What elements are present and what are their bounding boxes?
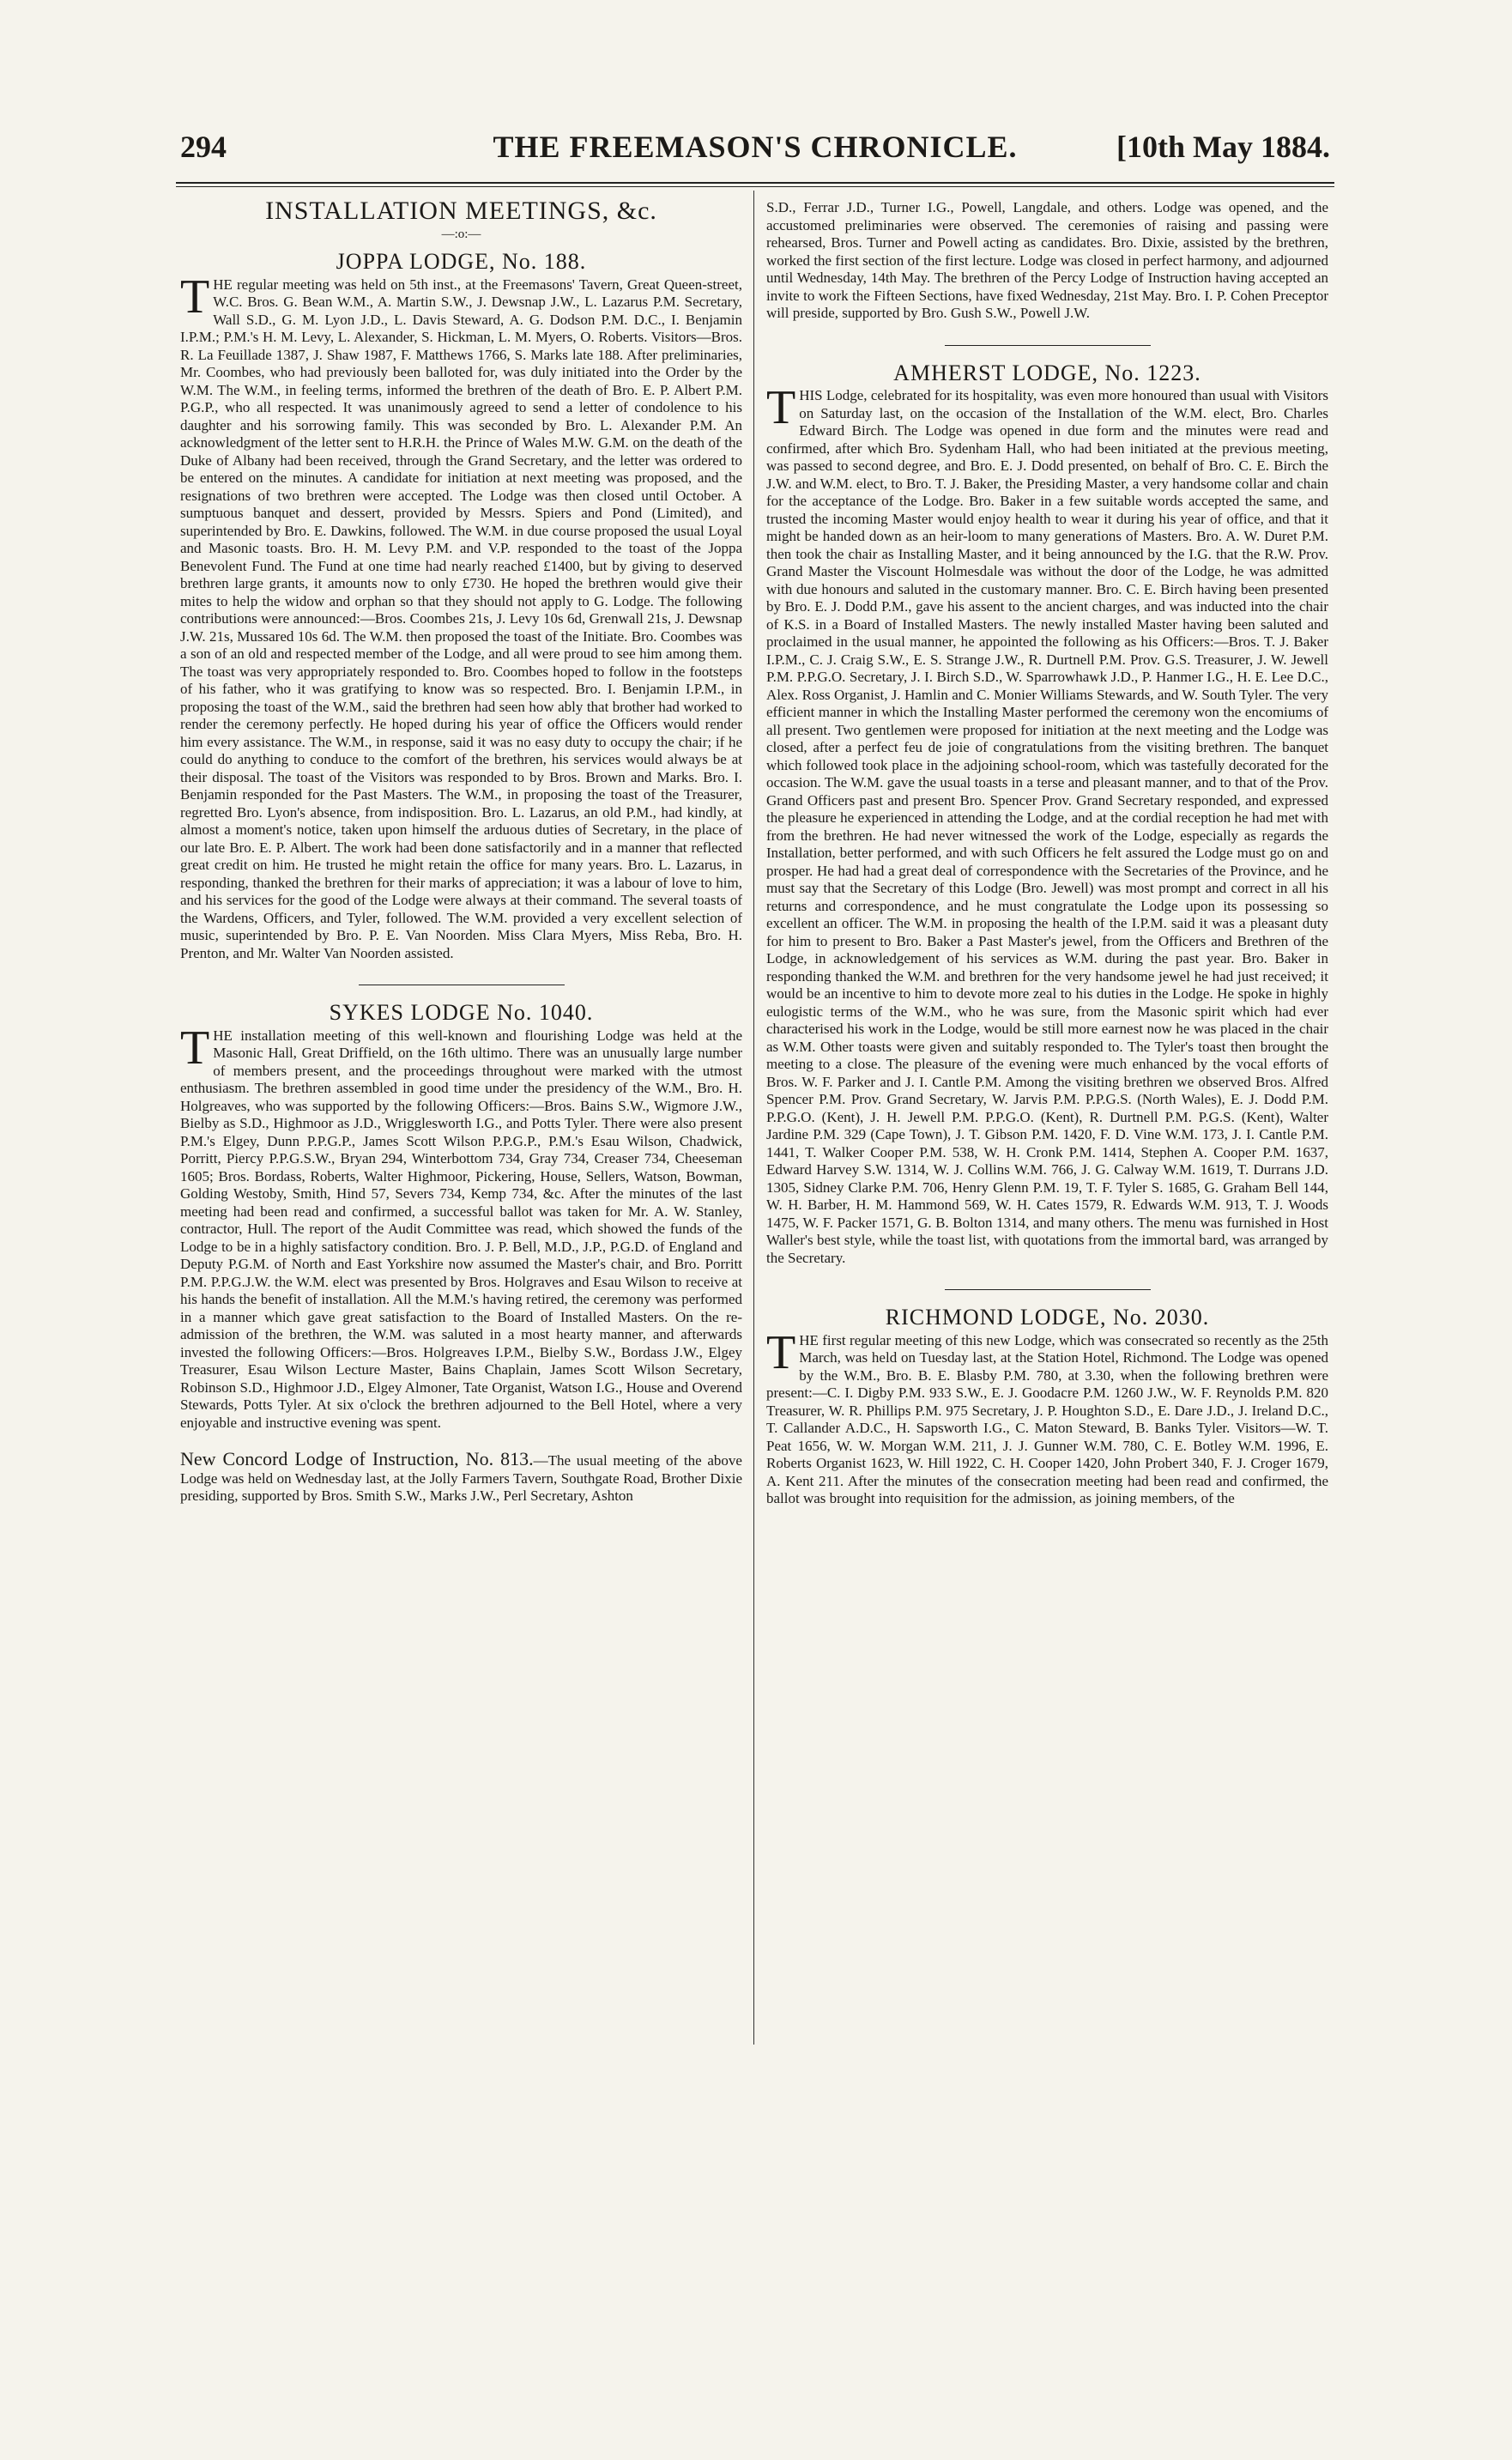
issue-date: [10th May 1884. — [1116, 130, 1330, 164]
page-number: 294 — [180, 130, 227, 164]
left-column — [180, 199, 742, 2036]
article-text: —The usual meeting of the above Lodge was held on Wednesday last, at the Jolly Farmers Tavern, Southgate Road, Brother Dixie presiding, supported by Bros. Smith S.W., Marks J.W., Perl Secretary, Ashton — [180, 1452, 742, 1504]
section-separator — [945, 1289, 1151, 1290]
article-text: HE regular meeting was held on 5th inst., at the Freemasons' Tavern, Great Queen-street, W.C. Bros. G. Bean W.M., A. Martin S.W., J. Dewsnap J.W., L. Lazarus P.M. Secretary, Wall S.D., G. M. Lyon J.D., L. Davis Steward, A. G. Dodson P.M. D.C., I. Benjamin I.P.M.; P.M.'s H. M. Levy, L. Alexander, S. Hickman, L. M. Myers, O. Roberts. Visitors—Bros. R. La Feuillade 1387, J. Shaw 1987, F. Matthews 1766, S. Marks late 188. After preliminaries, Mr. Coombes, who had previously been balloted for, was duly initiated into the Order by the W.M. The W.M., in feeling terms, informed the brethren of the death of Bro. E. P. Albert P.M. P.G.P., who all respected. It was unanimously agreed to send a letter of condolence to his daughter and his sorrowing family. This was seconded by Bro. L. Alexander P.M. An acknowledgment of the letter sent to H.R.H. the Prince of Wales M.W. G.M. on the death of the Duke of Albany had been received, through the Grand Secretary, and the letter was ordered to be entered on the minutes. A candidate for initiation at next meeting was proposed, and the resignations of two brethren were accepted. The Lodge was then closed until October. A sumptuous banquet and dessert, provided by Messrs. Spiers and Pond (Limited), and superintended by Bro. E. Dawkins, followed. The W.M. in due course proposed the usual Loyal and Masonic toasts. Bro. H. M. Levy P.M. and V.P. responded to the toast of the Joppa Benevolent Fund. The Fund at one time had nearly reached £1400, but by giving to deserved brethren large grants, it amounts now to only £730. He hoped the brethren would give their mites to help the widow and orphan so that they should not apply to G. Lodge. The following contributions were announced:—Bros. Coombes 21s, J. Levy 10s 6d, Grenwall 21s, J. Dewsnap J.W. 21s, Mussared 10s 6d. The W.M. then proposed the toast of the Initiate. Bro. Coombes was a son of an old and respected member of the Lodge, and all were proud to see him among them. The toast was very appropriately responded to. Bro. Coombes hoped to follow in the footsteps of his father, who it was gratifying to know was so respected. Bro. I. Benjamin I.P.M., in proposing the toast of the W.M., said the brethren had seen how ably that brother had worked to render the ceremony perfectly. He hoped during his year of office the Officers would render him every assistance. The W.M., in response, said it was no easy duty to occupy the chair; if he could do anything to conduce to the comfort of the brethren, his services would always be at their disposal. The toast of the Visitors was responded to by Bros. Brown and Marks. Bro. I. Benjamin responded for the Past Masters. The W.M., in proposing the toast of the Treasurer, regretted Bro. Lyon's absence, from indisposition. Bro. L. Lazarus, an old P.M., had kindly, at almost a moment's notice, taken upon himself the arduous duties of Secretary, in the place of our late Bro. E. P. Albert. The work had been done satisfactorily and in a manner that reflected great credit on him. He trusted he might retain the office for many years. Bro. L. Lazarus, in responding, thanked the brethren for their marks of appreciation; it was a labour of love to him, and his services for the good of the Lodge were always at their command. The several toasts of the Wardens, Officers, and Tyler, followed. The W.M. provided a very excellent selection of music, superintended by Bro. P. E. Van Noorden. Miss Clara Myers, Miss Reba, Bro. H. Prenton, and Mr. Walter Van Noorden assisted. — [180, 276, 742, 961]
sykes-lodge-heading: SYKES LODGE No. 1040. — [329, 1000, 594, 1025]
article-text: HE first regular meeting of this new Lodge, which was consecrated so recently as the 25th March, was held on Tuesday last, at the Station Hotel, Richmond. The Lodge was opened by the W.M., Bro. B. E. Blasby P.M. 780, at 3.30, when the following brethren were present:—C. I. Digby P.M. 933 S.W., E. J. Goodacre P.M. 1260 J.W., W. F. Reynolds P.M. 820 Treasurer, W. R. Phillips P.M. 975 Secretary, J. P. Houghton S.D., E. Dare J.D., J. Ireland D.C., T. Callander A.D.C., H. Sapsworth I.G., C. Maton Steward, B. Banks Tyler. Visitors—W. T. Peat 1656, W. W. Morgan W.M. 211, J. J. Gunner W.M. 780, C. E. Botley W.M. 1996, E. Roberts Organist 1623, W. Hill 1922, C. H. Cooper 1420, John Probert 340, F. J. Croger 1679, A. Kent 211. After the minutes of the consecration meeting had been read and confirmed, the ballot was brought into requisition for the admission, as joining members, of the — [766, 1331, 1328, 1506]
header-rule — [176, 182, 1334, 187]
dropcap: T — [766, 381, 796, 434]
joppa-lodge-heading: JOPPA LODGE, No. 188. — [336, 249, 587, 274]
amherst-lodge-article — [766, 381, 1328, 1267]
right-column — [766, 199, 1328, 2036]
continuation-text: S.D., Ferrar J.D., Turner I.G., Powell, Langdale, and others. Lodge was opened, and the accustomed preliminaries were observed. The ceremonies of raising and passing were rehearsed, Bros. Turner and Powell acting as candidates. Bro. Dixie, assisted by the brethren, worked the first section of the first lecture. Lodge was closed in perfect harmony, and adjourned until Wednesday, 14th May. The brethren of the Percy Lodge of Instruction having accepted an invite to work the Fifteen Sections, have fixed Wednesday, 21st May. Bro. I. P. Cohen Preceptor will preside, supported by Bro. Gush S.W., Powell J.W. — [766, 199, 1328, 321]
amherst-lodge-heading: AMHERST LODGE, No. 1223. — [893, 360, 1201, 385]
new-concord-article — [180, 1448, 742, 1506]
richmond-lodge-article — [766, 1325, 1328, 1508]
dropcap: T — [180, 1021, 210, 1075]
joppa-lodge-article — [180, 270, 742, 963]
richmond-lodge-heading: RICHMOND LODGE, No. 2030. — [885, 1305, 1210, 1330]
dropcap: T — [766, 1325, 796, 1379]
article-text: HE installation meeting of this well-known and flourishing Lodge was held at the Masonic Hall, Great Driffield, on the 16th ultimo. There was an unusually large number of members present, and the proceedings throughout were marked with the utmost enthusiasm. The brethren assembled in good time under the presidency of the W.M., Bro. H. Holgreaves, who was supported by the following Officers:—Bros. Bains S.W., Wigmore J.W., Bielby as S.D., Highmoor as J.D., Wrigglesworth I.G., and Potts Tyler. There were also present P.M.'s Elgey, Dunn P.P.G.P., James Scott Wilson P.P.G.P., P.M.'s Esau Wilson, Chadwick, Porritt, Piercy P.P.G.S.W., Bryan 294, Winterbottom 734, Gray 734, Creaser 734, Cheeseman 1605; Bros. Bordass, Roberts, Walter Highmoor, Pickering, House, Sellers, Watson, Bowman, Golding Westoby, Smith, Hind 57, Severs 734, Kemp 734, &c. After the minutes of the last meeting had been read and confirmed, a successful ballot was taken for Mr. A. W. Stanley, contractor, Hull. The report of the Audit Committee was read, which showed the funds of the Lodge to be in a highly satisfactory condition. Bro. J. P. Bell, M.D., J.P., P.G.D. of England and Deputy P.G.M. of North and East Yorkshire now assumed the Master's chair, and Bro. Porritt P.M. P.P.G.J.W. the W.M. elect was presented by Bros. Holgraves and Esau Wilson to receive at his hands the benefit of installation. All the M.M.'s having retired, the ceremony was performed in a manner which gave great satisfaction to the Board of Installed Masters. On the re-admission of the brethren, the W.M. was saluted in a most hearty manner, and afterwards invested the following Officers:—Bros. Holgreaves I.P.M., Bielby S.W., Bordass J.W., Elgey Treasurer, Esau Wilson Lecture Master, Bains Chaplain, James Scott Wilson Secretary, Robinson S.D., Highmoor J.D., Elgey Almoner, Tate Organist, Watson I.G., House and Overend Stewards, Potts Tyler. At six o'clock the brethren adjourned to the Bell Hotel, where a very enjoyable and instructive evening was spent. — [180, 1027, 742, 1431]
section-separator — [945, 345, 1151, 346]
new-concord-heading: New Concord Lodge of Instruction, No. 813. — [180, 1448, 534, 1469]
section-title: INSTALLATION MEETINGS, &c. — [265, 199, 657, 225]
dropcap: T — [180, 270, 210, 324]
title-ornament: —:o:— — [441, 227, 481, 241]
sykes-lodge-article — [180, 1021, 742, 1433]
article-text: HIS Lodge, celebrated for its hospitality, was even more honoured than usual with Visitors on Saturday last, on the occasion of the Installation of the W.M. elect, Bro. Charles Edward Birch. The Lodge was opened in due form and the minutes were read and confirmed, after which Bro. Sydenham Hall, who had been initiated at the previous meeting, was passed to second degree, and Bro. E. J. Dodd presented, on behalf of Bro. C. E. Birch the J.W. and W.M. elect, to Bro. T. J. Baker, the Presiding Master, a very handsome collar and chain for the acceptance of the Lodge. Bro. Baker in a few suitable words accepted the same, and trusted the incoming Master would enjoy health to wear it during his year of office, and that it might be handed down as an heir-loom to many generations of Masters. Bro. A. W. Duret P.M. then took the chair as Installing Master, and it being announced by the I.G. that the R.W. Prov. Grand Master the Viscount Holmesdale was without the door of the Lodge, he was admitted with due honours and saluted in the customary manner. Bro. C. E. Birch having been presented by Bro. E. J. Dodd P.M., gave his assent to the ancient charges, and was inducted into the chair of K.S. in a Board of Installed Masters. The newly installed Master having been saluted and proclaimed in the usual manner, he appointed the following as his Officers:—Bros. T. J. Baker I.P.M., C. J. Craig S.W., E. S. Strange J.W., R. Durtnell P.M. Prov. G.S. Treasurer, J. W. Jewell P.M. P.P.G.O. Secretary, J. I. Birch S.D., W. Sparrowhawk J.D., P. Hanmer I.G., H. E. Lee D.C., Alex. Ross Organist, J. Hamlin and C. Monier Williams Stewards, and W. South Tyler. The very efficient manner in which the Installing Master performed the ceremony won the encomiums of all present. Two gentlemen were proposed for initiation at the next meeting and the Lodge was closed, after a perfect feu de joie of congratulations from the visiting brethren. The banquet which followed took place in the adjoining school-room, which was tastefully decorated for the occasion. The W.M. gave the usual toasts in a terse and pleasant manner, and to that of the Prov. Grand Officers past and present Bro. Spencer Prov. Grand Secretary responded, and expressed the pleasure he experienced in attending the Lodge, and at the cordial reception he had met with from the brethren. He had never witnessed the work of the Lodge, especially as regards the Installation, better performed, and with such Officers he felt assured the Lodge must go on and prosper. He had had a great deal of correspondence with the Secretaries of the Province, and he must say that the Secretary of this Lodge (Bro. Jewell) was most prompt and correct in all his returns and correspondence, and he must congratulate the Lodge upon its possessing so excellent an officer. The W.M. in proposing the health of the I.P.M. said it was a pleasant duty for him to present to Bro. Baker a Past Master's jewel, from the Officers and Brethren of the Lodge, in acknowledgement of his services as W.M. during the past year. Bro. Baker in responding thanked the W.M. and brethren for the very handsome jewel he had just received; it would be an incentive to him to devote more zeal to his duties in the Lodge. He spoke in highly eulogistic terms of the W.M., who he was sure, from the Masonic spirit which had ever characterised his work in the Lodge, would be still more earnest now he was placed in the chair as W.M. Other toasts were given and suitably responded to. The Tyler's toast then brought the meeting to a close. The pleasure of the evening were much enhanced by the vocal efforts of Bros. W. F. Parker and J. I. Cantle P.M. Among the visiting brethren we observed Bros. Alfred Spencer P.M. Prov. Grand Secretary, W. Jarvis P.M. P.P.G.S. (North Wales), E. J. Dodd P.M. P.P.G.O. (Kent), J. H. Jewell P.M. P.P.G.O. (Kent), R. Durtnell P.M. P.G.S. (Kent), Walter Jardine P.M. 329 (Cape Town), J. T. Gibson P.M. 1420, F. D. Vine W.M. 173, J. I. Cantle P.M. 1441, T. Walker Cooper P.M. 538, W. H. Cronk P.M. 1414, Stephen A. Cooper P.M. 1637, Edward Harvey S.W. 1314, W. J. Collins W.M. 766, J. G. Calway W.M. 1619, T. Durrans J.D. 1305, Sidney Clarke P.M. 706, Henry Glenn P.M. 19, T. F. Tyler S. 1685, G. Graham Bell 144, W. H. Barber, H. M. Hammond 569, W. H. Cates 1579, R. Edwards W.M. 913, T. J. Woods 1475, W. F. Packer 1571, G. B. Bolton 1314, and many others. The menu was furnished in Host Waller's best style, while the toast list, with quotations from the immortal bard, was arranged by the Secretary. — [766, 387, 1328, 1266]
masthead — [180, 129, 1330, 177]
column-divider — [753, 191, 754, 2045]
newspaper-title: THE FREEMASON'S CHRONICLE. — [493, 130, 1018, 164]
